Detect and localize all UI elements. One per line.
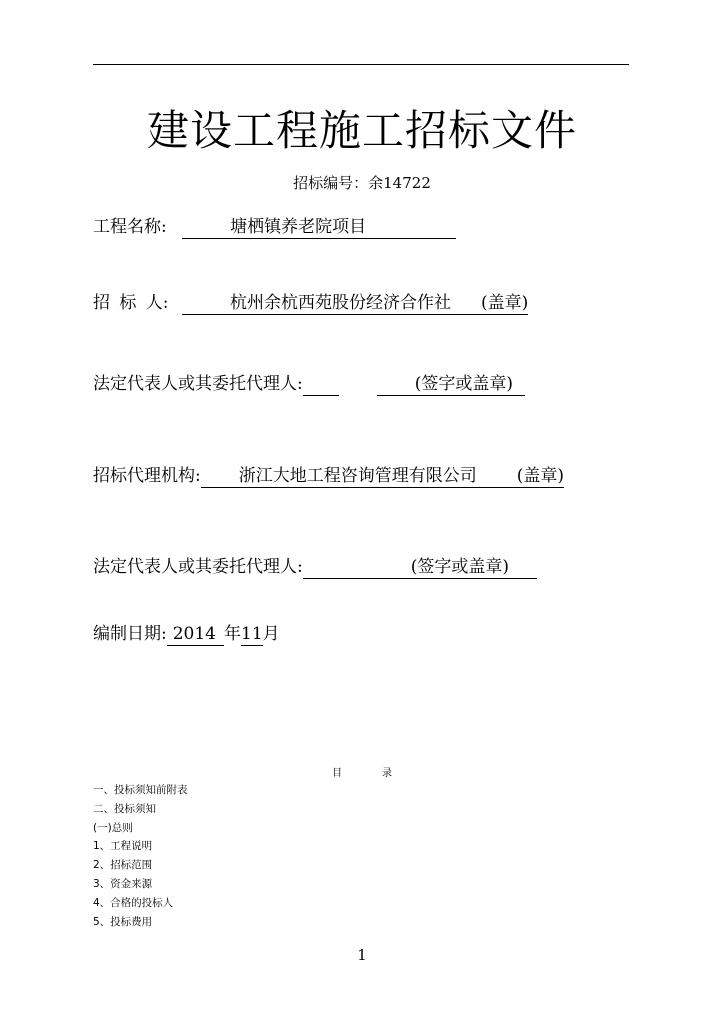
agency-row [93,468,564,488]
toc-item: 3、资金来源 [93,877,153,890]
toc-item: 5、投标费用 [93,915,153,928]
tender-number: 招标编号：余14722 [293,174,431,192]
legal-rep-row-2 [93,559,537,579]
toc-heading [0,764,724,779]
date-label: 编制日期: [93,624,167,644]
project-name-row [93,219,456,239]
date-month: 11 [241,624,263,644]
toc-item: (一)总则 [93,821,133,834]
toc-item: 二、投标须知 [93,802,156,815]
legal-rep-line-1a [303,376,339,396]
agency-value: 浙江大地工程咨询管理有限公司 [238,466,477,486]
toc-heading-2: 录 [382,768,392,779]
legal-rep-label-1: 法定代表人或其委托代理人: [93,374,303,394]
date-year: 2014 [172,624,216,644]
date-year-unit: 年 [224,624,241,644]
toc-item: 1、工程说明 [93,840,153,853]
tenderer-label: 招 标 人: [93,293,169,313]
date-row [93,626,280,646]
toc-list [93,781,188,931]
legal-rep-line-2 [303,559,537,579]
agency-stamp: (盖章) [516,466,564,486]
legal-rep-note-2: (签字或盖章) [410,557,509,577]
toc-item: 4、合格的投标人 [93,896,174,909]
toc-heading-1: 目 [332,768,342,779]
date-month-line [241,626,263,646]
tenderer-value-line [182,295,528,315]
tenderer-row [93,295,528,315]
legal-rep-row-1 [93,376,525,396]
legal-rep-line-1b [377,376,525,396]
agency-value-line [201,468,564,488]
date-year-line [167,626,224,646]
page-number: 1 [357,946,367,964]
tenderer-stamp: (盖章) [480,293,529,313]
legal-rep-note-1: (签字或盖章) [414,374,513,394]
legal-rep-label-2: 法定代表人或其委托代理人: [93,557,303,577]
agency-label: 招标代理机构: [93,466,201,486]
project-name-value: 塘栖镇养老院项目 [230,217,367,237]
toc-item: 一、投标须知前附表 [93,784,188,796]
tenderer-value: 杭州余杭西苑股份经济合作社 [229,293,451,313]
document-title: 建设工程施工招标文件 [146,106,577,155]
project-name-label: 工程名称: [93,217,167,237]
header-rule [93,64,629,65]
date-month-unit: 月 [262,624,280,644]
toc-item: 2、招标范围 [93,859,153,872]
project-name-value-line [182,219,456,239]
